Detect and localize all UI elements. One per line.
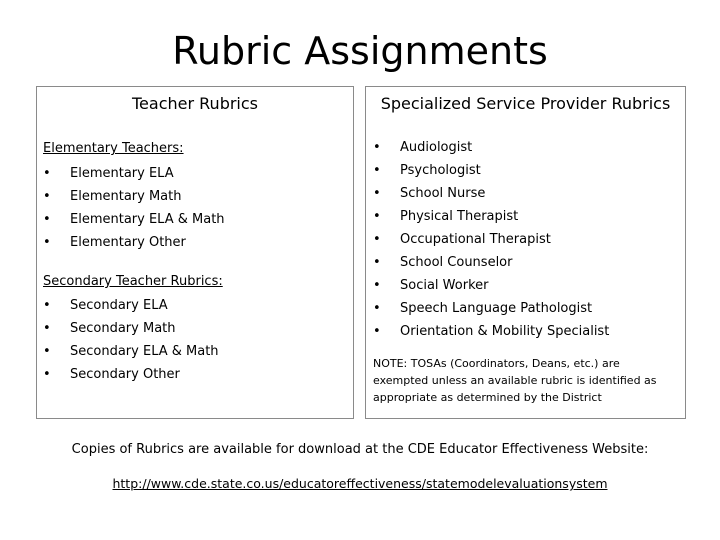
bullet-icon: •: [373, 140, 381, 155]
bullet-icon: •: [43, 235, 51, 250]
page-title: Rubric Assignments: [172, 29, 548, 73]
bullet-icon: •: [373, 278, 381, 293]
bullet-icon: •: [373, 186, 381, 201]
bullet-icon: •: [43, 212, 51, 227]
specialized-service-provider-panel: Specialized Service Provider Rubrics • Audiologist • Psychologist • School Nurse • Physical Therapist • Occupational Therapist • School Counselor • Social Worker • Speech Language Pathologist • Orientation & Mobility Specialist NOTE: TOSAs (Coordinators, Deans, etc.) are exempted unless an available rubric is identified as appropriate as determined by the District: [365, 86, 686, 419]
elementary-teachers-heading: Elementary Teachers:: [43, 141, 184, 156]
teacher-rubrics-panel: Teacher Rubrics Elementary Teachers: • Elementary ELA • Elementary Math • Elementary ELA & Math • Elementary Other Secondary Teacher Rubrics: • Secondary ELA • Secondary Math • Secondary ELA & Math • Secondary Other: [36, 86, 354, 419]
footer-text: Copies of Rubrics are available for download at the CDE Educator Effectiveness Website:: [71, 442, 649, 457]
bullet-icon: •: [373, 255, 381, 270]
bullet-icon: •: [373, 209, 381, 224]
ssp-rubrics-heading: Specialized Service Provider Rubrics: [380, 94, 671, 113]
bullet-icon: •: [373, 232, 381, 247]
bullet-icon: •: [43, 298, 51, 313]
cde-website-link[interactable]: http://www.cde.state.co.us/educatoreffectiveness/statemodelevaluationsystem: [112, 476, 608, 491]
bullet-icon: •: [373, 163, 381, 178]
bullet-icon: •: [43, 321, 51, 336]
secondary-teacher-rubrics-heading: Secondary Teacher Rubrics:: [43, 274, 223, 289]
bullet-icon: •: [43, 344, 51, 359]
tosa-note: NOTE: TOSAs (Coordinators, Deans, etc.) are exempted unless an available rubric is identified as appropriate as determined by the District: [373, 357, 657, 404]
teacher-rubrics-heading: Teacher Rubrics: [132, 94, 258, 113]
bullet-icon: •: [43, 189, 51, 204]
cde-website-link-wrap: [0, 474, 720, 494]
bullet-icon: •: [373, 324, 381, 339]
bullet-icon: •: [43, 367, 51, 382]
bullet-icon: •: [43, 166, 51, 181]
bullet-icon: •: [373, 301, 381, 316]
